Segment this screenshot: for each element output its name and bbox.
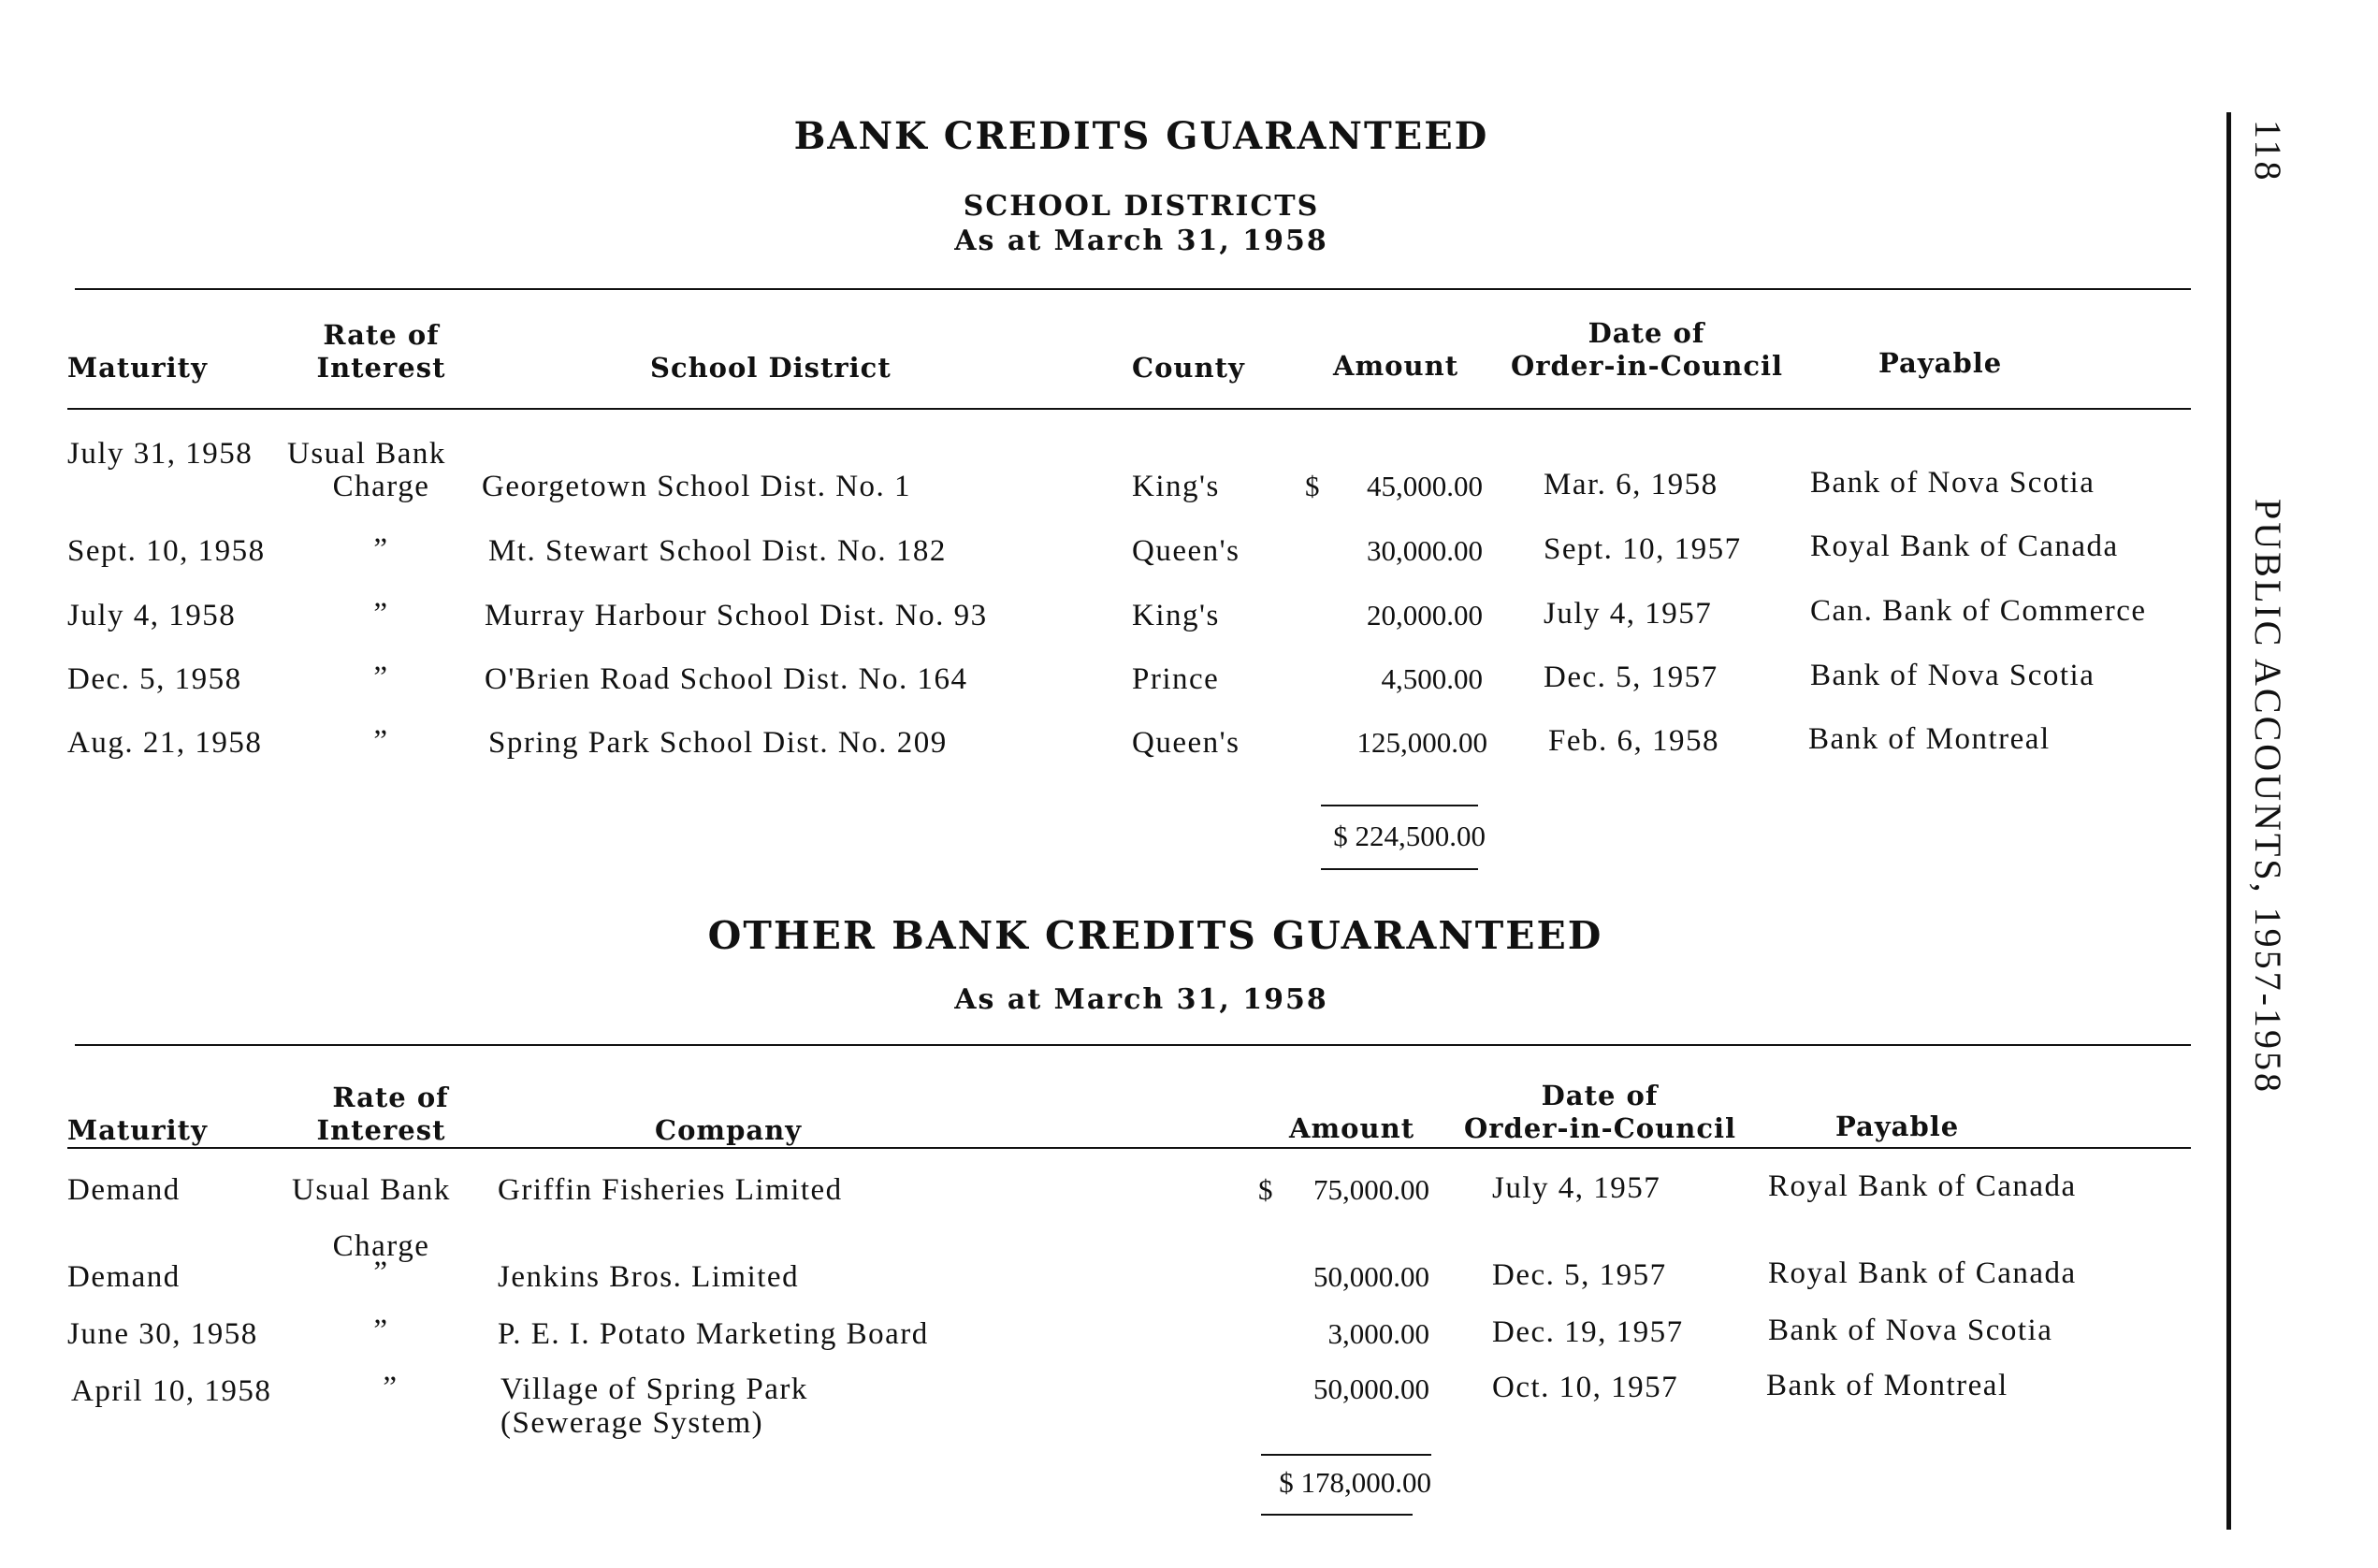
date-cell: Dec. 5, 1957: [1492, 1258, 1667, 1292]
amount-cell: 75,000.00: [1313, 1173, 1429, 1206]
amount-cell: 50,000.00: [1313, 1372, 1429, 1405]
payable-cell: Royal Bank of Canada: [1768, 1169, 2077, 1203]
rate-cell: Usual Bank: [287, 437, 446, 471]
rate-cell: Usual Bank: [292, 1173, 451, 1207]
ditto-mark: ”: [373, 597, 389, 631]
ditto-mark: ”: [373, 1256, 389, 1289]
header-date-line1: Date of: [1588, 317, 1705, 349]
date-cell: July 4, 1957: [1544, 597, 1713, 631]
header-date-line2: Order-in-Council: [1511, 350, 1784, 382]
payable-cell: Royal Bank of Canada: [1810, 530, 2119, 563]
date-cell: Sept. 10, 1957: [1544, 532, 1742, 566]
amount-cell: 30,000.00: [1367, 534, 1483, 567]
section1-date-line: As at March 31, 1958: [954, 225, 1328, 257]
amount-cell: 4,500.00: [1381, 662, 1483, 695]
ditto-mark: ”: [373, 661, 389, 694]
amount-cell: 20,000.00: [1367, 599, 1483, 632]
header-school-district: School District: [650, 352, 892, 384]
section1-subtitle: SCHOOL DISTRICTS: [963, 190, 1320, 223]
maturity-cell: June 30, 1958: [67, 1317, 258, 1351]
header-payable: Payable: [1835, 1111, 1960, 1142]
maturity-cell: July 4, 1958: [67, 599, 237, 632]
maturity-cell: July 31, 1958: [67, 437, 254, 471]
section1-title: BANK CREDITS GUARANTEED: [793, 114, 1489, 158]
rate-cell: Charge: [332, 470, 430, 503]
header-county: County: [1132, 352, 1245, 384]
section1-header-rule: [67, 408, 2191, 410]
district-cell: Mt. Stewart School Dist. No. 182: [488, 534, 947, 568]
section2-top-rule: [75, 1044, 2191, 1046]
company-cell: P. E. I. Potato Marketing Board: [498, 1317, 929, 1351]
maturity-cell: Demand: [67, 1173, 181, 1207]
header-rate-line2: Interest: [316, 352, 446, 384]
amount-cell: 3,000.00: [1327, 1317, 1429, 1350]
payable-cell: Bank of Nova Scotia: [1810, 466, 2095, 500]
header-rate-line1: Rate of: [332, 1082, 449, 1113]
company-cell: Griffin Fisheries Limited: [498, 1173, 843, 1207]
maturity-cell: Dec. 5, 1958: [67, 662, 242, 696]
district-cell: O'Brien Road School Dist. No. 164: [485, 662, 968, 696]
company-cell-line2: (Sewerage System): [500, 1406, 764, 1440]
header-company: Company: [655, 1114, 803, 1146]
district-cell: Georgetown School Dist. No. 1: [482, 470, 912, 503]
header-rate-line2: Interest: [316, 1114, 446, 1146]
header-date-line2: Order-in-Council: [1464, 1112, 1737, 1144]
page-number: 118: [2247, 120, 2289, 183]
total-bottom-rule: [1321, 868, 1478, 870]
payable-cell: Royal Bank of Canada: [1768, 1256, 2077, 1290]
header-maturity: Maturity: [67, 1114, 208, 1146]
header-amount: Amount: [1333, 350, 1459, 382]
section2-title: OTHER BANK CREDITS GUARANTEED: [707, 913, 1603, 958]
date-cell: Dec. 19, 1957: [1492, 1315, 1684, 1349]
section2-date-line: As at March 31, 1958: [954, 983, 1328, 1016]
header-payable: Payable: [1878, 347, 2003, 379]
date-cell: Feb. 6, 1958: [1548, 724, 1719, 758]
header-amount: Amount: [1289, 1112, 1415, 1144]
county-cell: Queen's: [1132, 534, 1240, 568]
section2-total: $ 178,000.00: [1279, 1466, 1431, 1499]
date-cell: July 4, 1957: [1492, 1171, 1661, 1205]
header-maturity: Maturity: [67, 352, 208, 384]
payable-cell: Bank of Montreal: [1766, 1369, 2008, 1402]
ditto-mark: ”: [373, 724, 389, 758]
county-cell: King's: [1132, 599, 1220, 632]
header-rate-line1: Rate of: [323, 319, 440, 351]
amount-cell: 45,000.00: [1367, 470, 1483, 502]
date-cell: Mar. 6, 1958: [1544, 468, 1718, 501]
company-cell: Village of Spring Park: [500, 1372, 808, 1406]
ditto-mark: ”: [383, 1371, 399, 1404]
running-head: PUBLIC ACCOUNTS, 1957-1958: [2247, 499, 2289, 1095]
ditto-mark: ”: [373, 1314, 389, 1347]
amount-cell: 50,000.00: [1313, 1260, 1429, 1293]
company-cell: Jenkins Bros. Limited: [498, 1260, 800, 1294]
currency-cell: $: [1258, 1173, 1273, 1206]
maturity-cell: Sept. 10, 1958: [67, 534, 266, 568]
payable-cell: Can. Bank of Commerce: [1810, 594, 2147, 628]
section1-total: $ 224,500.00: [1333, 820, 1486, 852]
payable-cell: Bank of Nova Scotia: [1810, 659, 2095, 692]
county-cell: King's: [1132, 470, 1220, 503]
section2-header-rule: [67, 1147, 2191, 1149]
currency-cell: $: [1305, 470, 1320, 502]
payable-cell: Bank of Montreal: [1808, 722, 2051, 756]
total-top-rule: [1321, 805, 1478, 806]
payable-cell: Bank of Nova Scotia: [1768, 1314, 2053, 1347]
total-top-rule: [1261, 1454, 1431, 1456]
district-cell: Murray Harbour School Dist. No. 93: [485, 599, 988, 632]
section1-top-rule: [75, 288, 2191, 290]
date-cell: Dec. 5, 1957: [1544, 661, 1718, 694]
amount-cell: 125,000.00: [1356, 726, 1487, 759]
margin-vertical-rule: [2226, 112, 2231, 1530]
maturity-cell: April 10, 1958: [71, 1374, 272, 1408]
maturity-cell: Demand: [67, 1260, 181, 1294]
ditto-mark: ”: [373, 532, 389, 566]
rate-cell: Charge: [332, 1229, 430, 1263]
total-bottom-rule: [1261, 1514, 1413, 1516]
district-cell: Spring Park School Dist. No. 209: [488, 726, 948, 760]
county-cell: Queen's: [1132, 726, 1240, 760]
county-cell: Prince: [1132, 662, 1220, 696]
date-cell: Oct. 10, 1957: [1492, 1371, 1679, 1404]
maturity-cell: Aug. 21, 1958: [67, 726, 263, 760]
header-date-line1: Date of: [1541, 1080, 1659, 1111]
